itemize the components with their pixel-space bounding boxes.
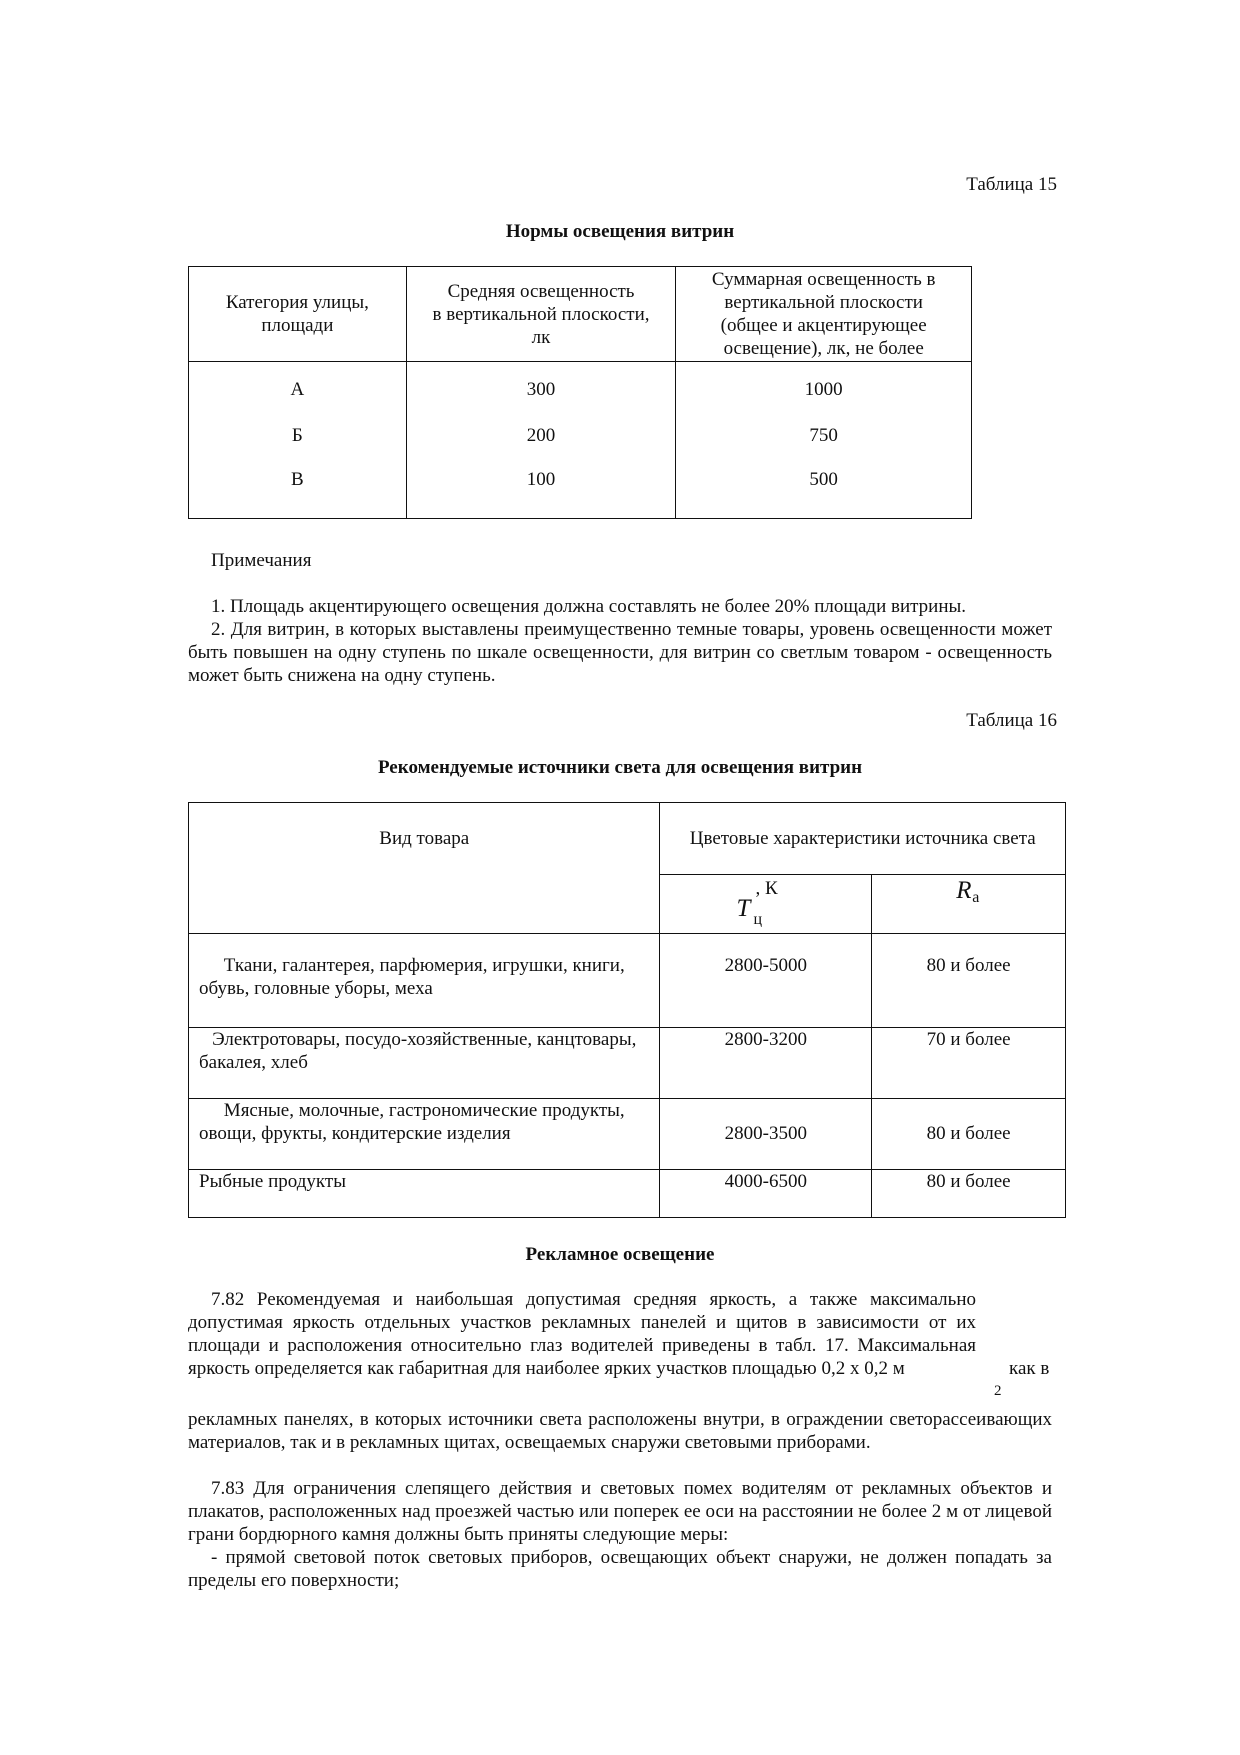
header-cell-ra [872,875,1066,934]
tc-unit: , К [755,878,778,899]
table-cell-tc: 2800-5000 [660,934,872,1028]
table-16-title: Рекомендуемые источники света для освещения витрин [377,757,863,778]
table-header-row [189,267,972,362]
table-cell-product: Ткани, галантерея, парфюмерия, игрушки, книги, обувь, головные уборы, меха [189,934,660,1028]
table-cell: В [189,458,407,519]
header-cell-category: Категория улицы, площади [189,267,407,362]
table-15 [188,266,972,519]
tc-subscript: ц [753,911,763,928]
note-item-2: 2. Для витрин, в которых выставлены преимущественно темные товары, уровень освещенности может быть повышен на одну ступень по шкале освещенности, для витрин со светлым товаром - освещенность может быть снижена на одну ступень. [188,619,1052,686]
table-cell-tc: 2800-3200 [660,1028,872,1099]
superscript-2: 2 [994,1383,1002,1399]
table-cell-ra: 80 и более [872,934,1066,1028]
table-cell-tc: 2800-3500 [660,1099,872,1170]
paragraph-7-82-part1: 7.82 Рекомендуемая и наибольшая допустимая средняя яркость, а также максимально допустимая яркость отдельных участков рекламных панелей и щитов в зависимости от их площади и расположения относительно глаз водителей приведены в табл. 17. Максимальная яркость определяется как габаритная для наиболее ярких участков площадью 0,2 х 0,2 м [188,1289,976,1379]
table-cell: 500 [676,458,972,519]
paragraph-7-82-part2: рекламных панелях, в которых источники света расположены внутри, в ограждении светорассеивающих материалов, так и в рекламных щитах, освещаемых снаружи световыми приборами. [188,1409,1052,1453]
table-header-row [189,803,1066,875]
section-title-ad-lighting: Рекламное освещение [525,1244,715,1265]
table-cell: 300 [406,362,676,413]
table-16-caption: Таблица 16 [966,710,1057,731]
table-cell-product: Электротовары, посудо-хозяйственные, канцтовары, бакалея, хлеб [189,1028,660,1099]
table-cell: 1000 [676,362,972,413]
table-row [189,412,972,458]
table-cell-tc: 4000-6500 [660,1170,872,1218]
header-cell-color: Цветовые характеристики источника света [660,803,1066,875]
table-row [189,1170,1066,1218]
table-cell: 100 [406,458,676,519]
table-cell: 200 [406,412,676,458]
ra-subscript: a [972,889,980,906]
header-cell-total: Суммарная освещенность в вертикальной плоскости (общее и акцентирующее освещение), лк, не более [676,267,972,362]
table-cell: Б [189,412,407,458]
table-cell: А [189,362,407,413]
table-row [189,362,972,413]
table-row [189,1028,1066,1099]
header-cell-average: Средняя освещенность в вертикальной плоскости, лк [406,267,676,362]
table-15-caption: Таблица 15 [966,174,1057,195]
table-cell-ra: 80 и более [872,1170,1066,1218]
table-15-title: Нормы освещения витрин [505,221,735,242]
table-row [189,1099,1066,1170]
note-item-1: 1. Площадь акцентирующего освещения должна составлять не более 20% площади витрины. [211,596,967,617]
table-cell: 750 [676,412,972,458]
header-cell-product: Вид товара [189,803,660,934]
header-cell-tc [660,875,872,934]
table-row [189,458,972,519]
table-16 [188,802,1066,1218]
table-cell-ra: 70 и более [872,1028,1066,1099]
table-cell-ra: 80 и более [872,1099,1066,1170]
paragraph-measure-1: - прямой световой поток световых приборов, освещающих объект снаружи, не должен попадать за пределы его поверхности; [188,1547,1052,1591]
ra-symbol: R [956,877,972,904]
table-cell-product: Мясные, молочные, гастрономические продукты, овощи, фрукты, кондитерские изделия [189,1099,660,1170]
table-row [189,934,1066,1028]
notes-title: Примечания [211,550,312,571]
table-cell-product: Рыбные продукты [189,1170,660,1218]
paragraph-7-83: 7.83 Для ограничения слепящего действия и световых помех водителям от рекламных объектов и плакатов, расположенных над проезжей частью или поперек ее оси на расстоянии не более 2 м от лицевой грани бордюрного камня должны быть приняты следующие меры: [188,1478,1052,1545]
paragraph-7-82-tail: как в [1009,1358,1050,1379]
tc-symbol: T [736,895,751,922]
